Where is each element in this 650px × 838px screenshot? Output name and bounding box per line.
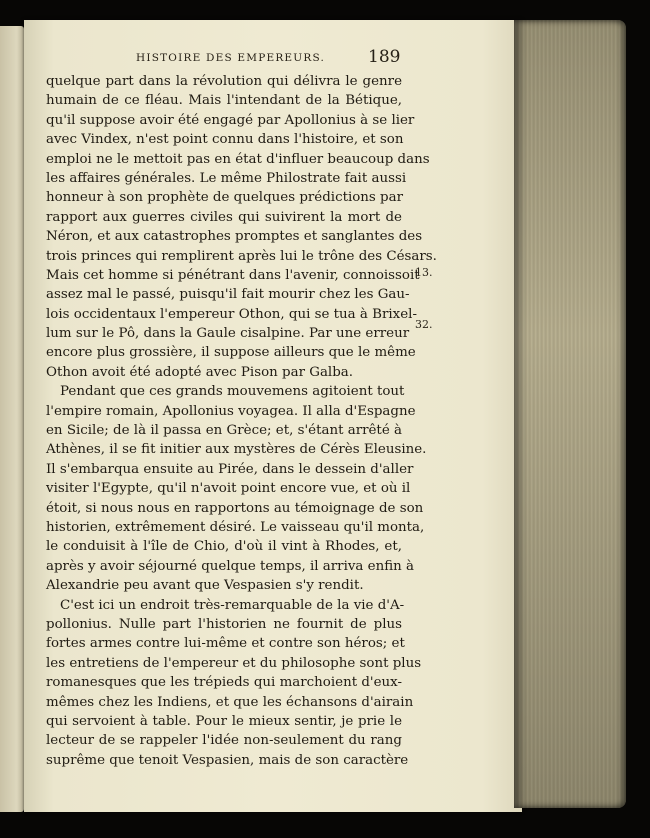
- text-line: pollonius. Nulle part l'historien ne fournit de plus: [46, 616, 402, 632]
- running-head: [24, 47, 522, 72]
- text-line: romanesques que les trépieds qui marchoient d'eux-: [46, 675, 402, 691]
- text-line: en Sicile; de là il passa en Grèce; et, s'étant arrêté à: [46, 423, 402, 439]
- text-line: l'empire romain, Apollonius voyagea. Il alla d'Espagne: [46, 403, 416, 419]
- text-line: qu'il suppose avoir été engagé par Apollonius à se lier: [46, 112, 415, 128]
- running-title: HISTOIRE DES EMPEREURS.: [136, 52, 326, 64]
- text-line: quelque part dans la révolution qui délivra le genre: [46, 74, 402, 89]
- text-line: qui servoient à table. Pour le mieux sentir, je prie le: [46, 713, 402, 729]
- text-line: lois occidentaux l'empereur Othon, qui se tua à Brixel-: [46, 306, 417, 322]
- text-line: suprême que tenoit Vespasien, mais de son caractère: [46, 752, 409, 768]
- text-line: visiter l'Egypte, qu'il n'avoit point encore vue, et où il: [46, 481, 411, 497]
- text-line: les affaires générales. Le même Philostrate fait aussi: [46, 170, 407, 186]
- text-line: Othon avoit été adopté avec Pison par Galba.: [46, 364, 354, 380]
- text-line: Alexandrie peu avant que Vespasien s'y rendit.: [46, 578, 364, 594]
- text-line: assez mal le passé, puisqu'il fait mourir chez les Gau-: [46, 287, 410, 303]
- text-line: Athènes, il se fit initier aux mystères de Cérès Eleusine.: [46, 442, 427, 458]
- text-line: Pendant que ces grands mouvemens agitoient tout: [60, 384, 405, 400]
- text-line: Il s'embarqua ensuite au Pirée, dans le dessein d'aller: [46, 461, 414, 477]
- page-block-edge: [514, 20, 626, 808]
- facing-page-edge: [0, 26, 24, 812]
- marginal-note: 32.: [415, 318, 433, 331]
- text-line: étoit, si nous nous en rapportons au témoignage de son: [46, 500, 424, 516]
- text-line: historien, extrêmement désiré. Le vaisseau qu'il monta,: [46, 519, 425, 535]
- text-line: le conduisit à l'île de Chio, d'où il vint à Rhodes, et,: [46, 539, 402, 555]
- text-line: Néron, et aux catastrophes promptes et sanglantes des: [46, 229, 423, 245]
- text-line: emploi ne le mettoit pas en état d'influer beaucoup dans: [46, 151, 430, 167]
- text-line: fortes armes contre lui-même et contre son héros; et: [46, 636, 405, 652]
- text-line: humain de ce fléau. Mais l'intendant de la Bétique,: [46, 93, 402, 109]
- text-line: trois princes qui remplirent après lui le trône des Césars.: [46, 248, 437, 264]
- text-line: mêmes chez les Indiens, et que les échansons d'airain: [46, 694, 414, 710]
- marginal-note: 13.: [415, 266, 433, 279]
- text-line: honneur à son prophète de quelques prédictions par: [46, 190, 404, 206]
- text-line: les entretiens de l'empereur et du philosophe sont plus: [46, 655, 422, 671]
- text-line: Mais cet homme si pénétrant dans l'avenir, connoissoit: [46, 267, 420, 283]
- page-number: 189: [368, 47, 401, 67]
- text-line: lecteur de se rappeler l'idée non-seulement du rang: [46, 733, 402, 749]
- text-line: encore plus grossière, il suppose ailleurs que le même: [46, 345, 416, 361]
- text-line: C'est ici un endroit très-remarquable de la vie d'A-: [60, 597, 405, 613]
- text-line: avec Vindex, n'est point connu dans l'histoire, et son: [46, 132, 404, 148]
- text-line: lum sur le Pô, dans la Gaule cisalpine. Par une erreur: [46, 326, 410, 342]
- text-line: rapport aux guerres civiles qui suivirent la mort de: [46, 209, 402, 225]
- text-line: après y avoir séjourné quelque temps, il arriva enfin à: [46, 558, 415, 574]
